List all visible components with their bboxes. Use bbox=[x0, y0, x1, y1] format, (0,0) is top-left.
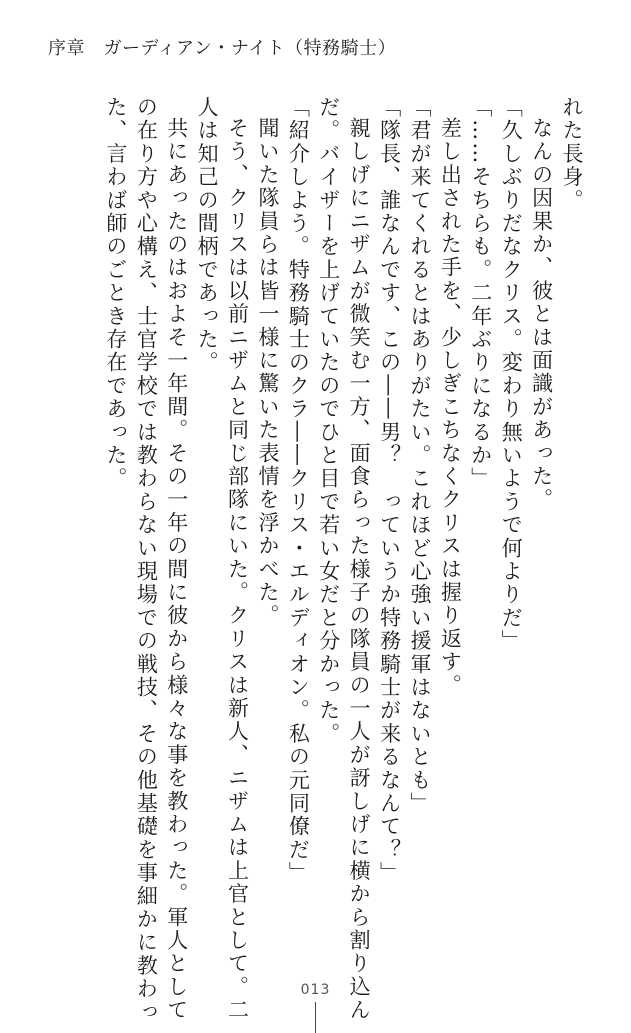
chapter-header: 序章 ガーディアン・ナイト（特務騎士） bbox=[48, 38, 397, 59]
page-number: 013 bbox=[300, 982, 331, 998]
text-line: 聞いた隊員らは皆一様に驚いた表情を浮かべた。 bbox=[255, 117, 280, 628]
text-line: 差し出された手を、少しぎこちなくクリスは握り返す。 bbox=[438, 117, 463, 697]
text-line: 人は知己の間柄であった。 bbox=[195, 96, 220, 375]
text-line: 「……そちらも。二年ぶりになるか」 bbox=[468, 96, 493, 491]
text-line: 共にあったのはおよそ一年間。その一年の間に彼から様々な事を教わった。軍人として bbox=[164, 117, 189, 1022]
text-line: 「隊長、誰なんです、この――男？ っていうか特務騎士が来るなんて？」 bbox=[377, 96, 402, 885]
text-line: そう、クリスは以前ニザムと同じ部隊にいた。クリスは新人、ニザムは上官として。二 bbox=[225, 117, 250, 1022]
text-line: た、言わば師のごとき存在であった。 bbox=[103, 96, 128, 491]
text-line: なんの因果か、彼とは面識があった。 bbox=[529, 117, 554, 512]
text-line: 「久しぶりだなクリス。変わり無いようで何よりだ」 bbox=[499, 96, 524, 653]
text-line: 「紹介しよう。特務騎士のクラ――クリス・エルディオン。私の元同僚だ」 bbox=[286, 96, 311, 885]
text-line: 「君が来てくれるとはありがたい。これほど心強い援軍はないとも」 bbox=[407, 96, 432, 816]
page-number-rule bbox=[315, 1002, 316, 1033]
text-line: だ。バイザーを上げていたのでひと目で若い女だと分かった。 bbox=[316, 96, 341, 746]
text-line: の在り方や心構え、士官学校では教わらない現場での戦技、その他基礎を事細かに教わっ bbox=[134, 96, 159, 1024]
text-line: れた長身。 bbox=[560, 96, 584, 212]
text-line: 親しげにニザムが微笑む一方、面食らった様子の隊員の一人が訝しげに横から割り込ん bbox=[347, 117, 372, 1022]
